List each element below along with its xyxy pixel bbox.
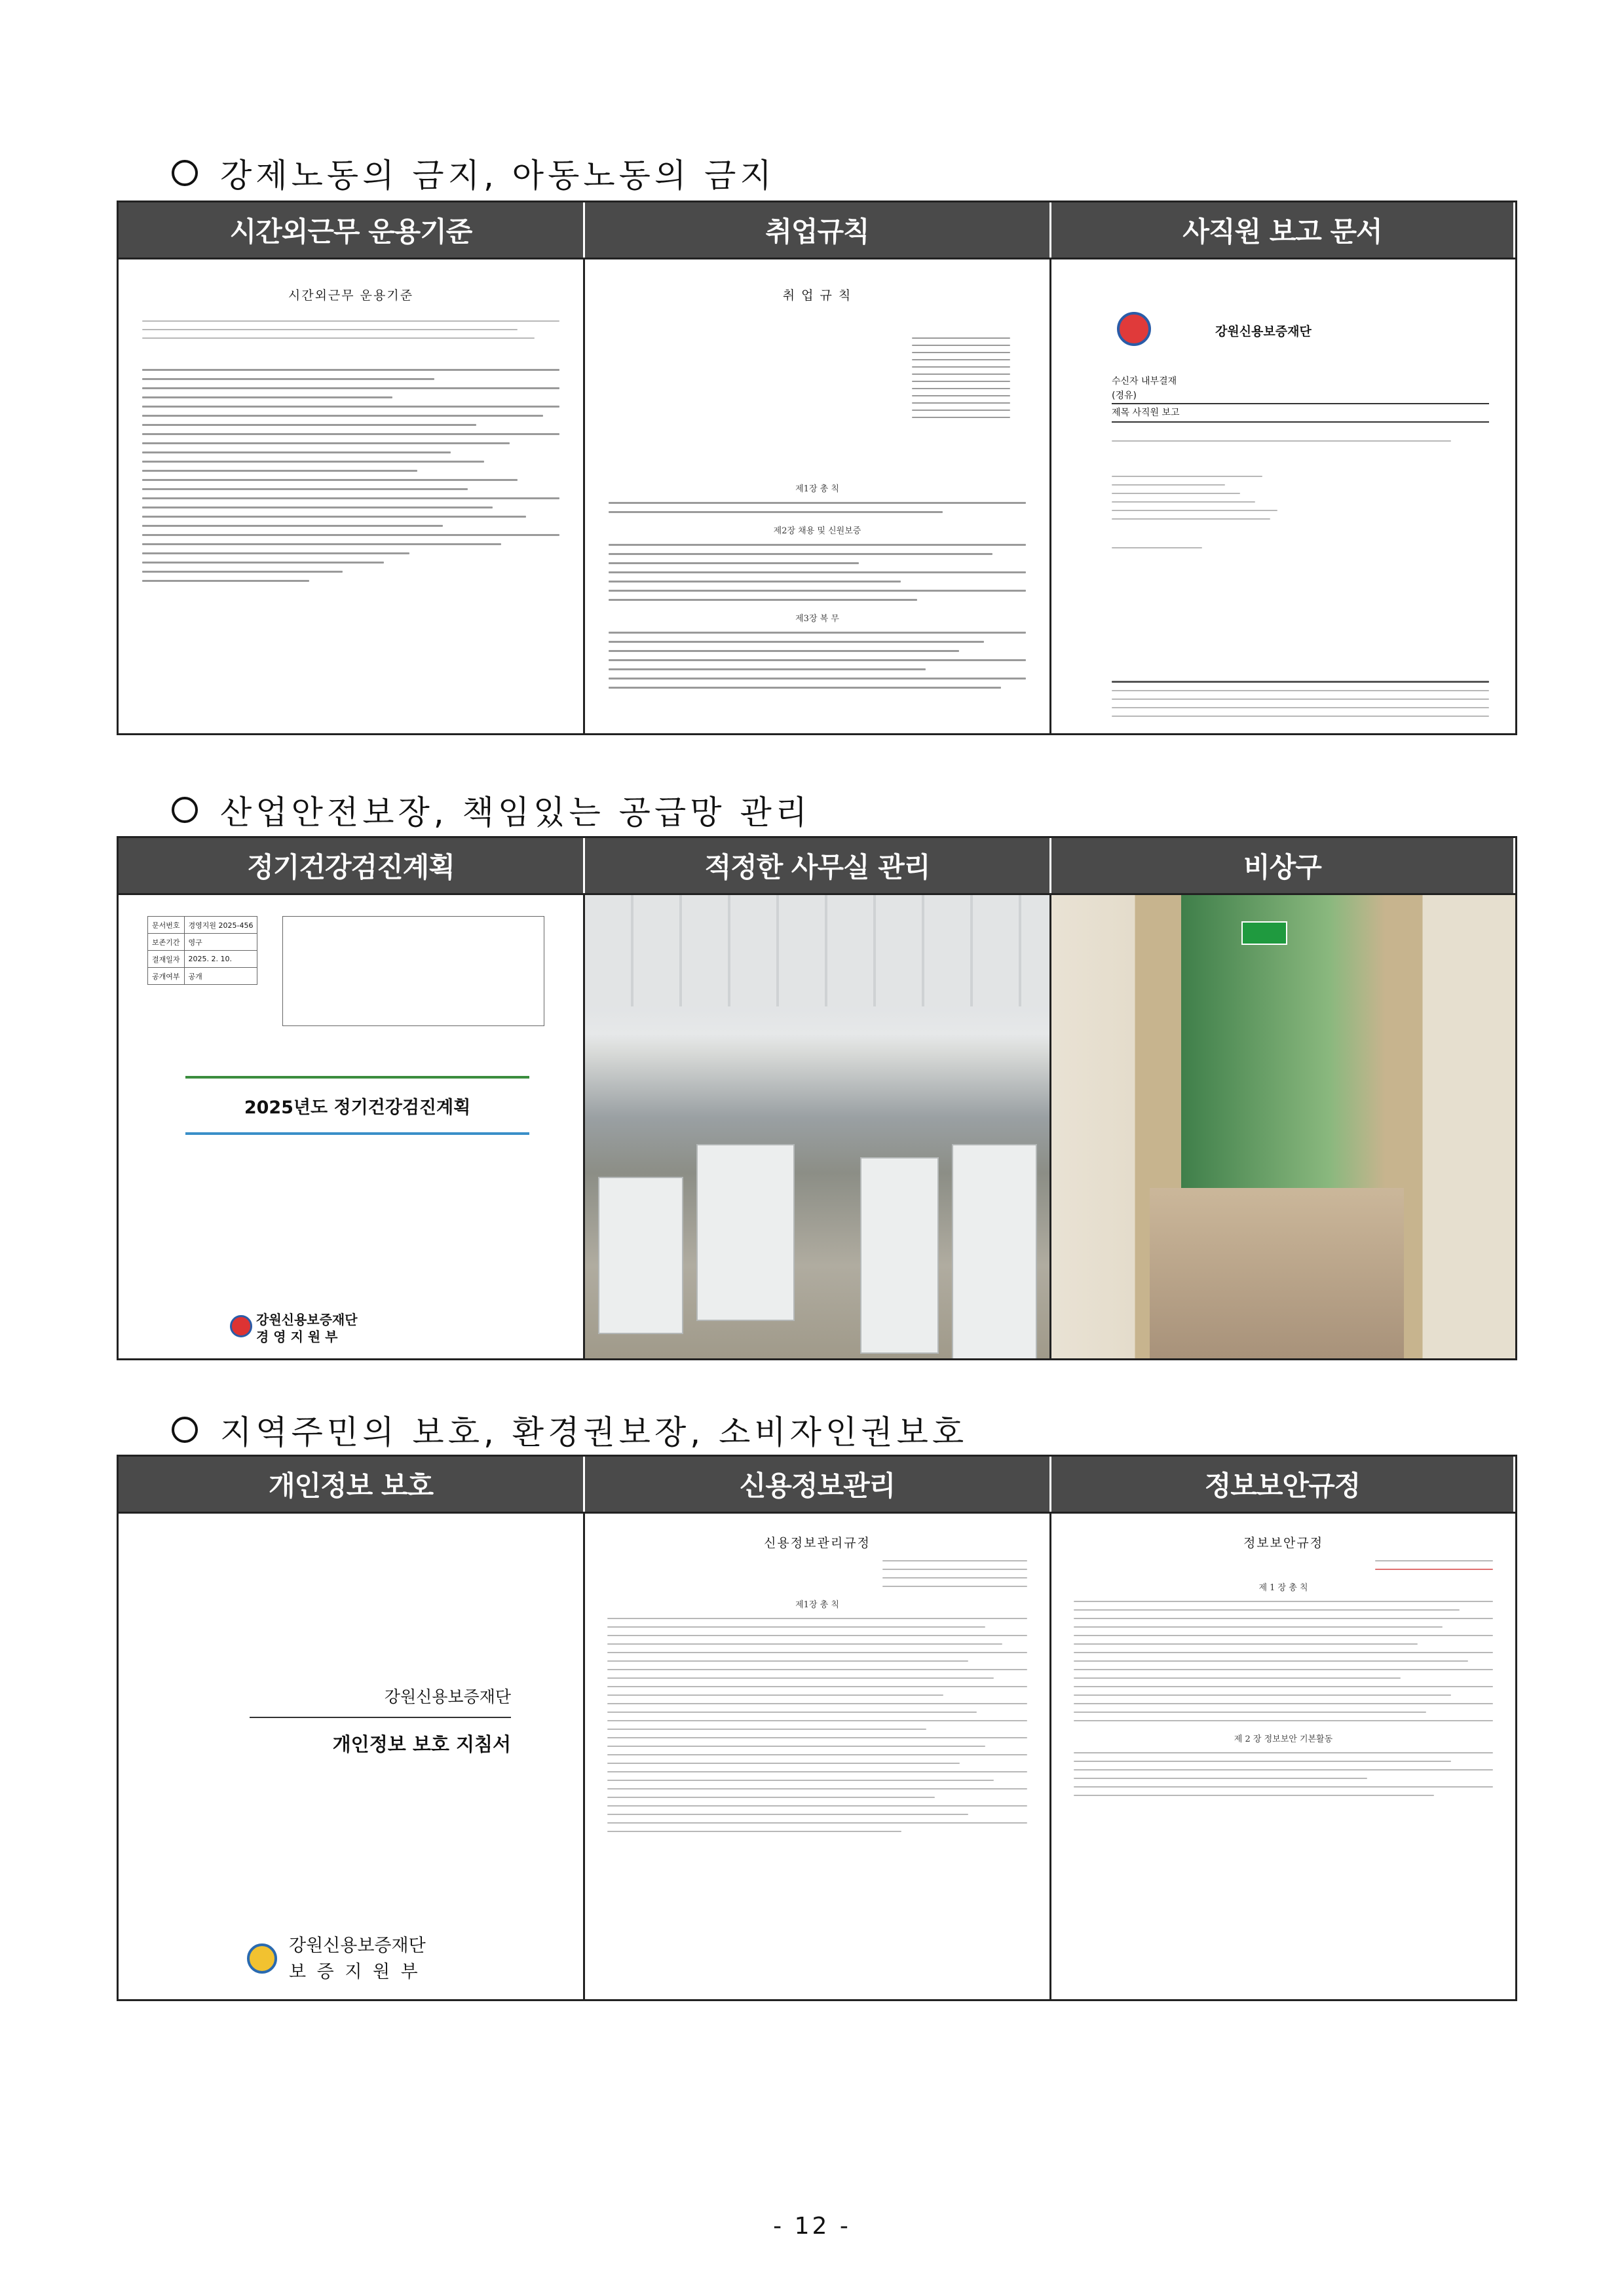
section-title-1 [172, 149, 776, 197]
evidence-table-1 [117, 201, 1517, 735]
section-title-2 [172, 786, 811, 833]
evidence-table-2 [117, 836, 1517, 1360]
foundation-logo-icon [230, 1315, 252, 1337]
column-header: 시간외근무 운용기준 [119, 202, 585, 258]
chapter-heading: 제2장 채용 및 신원보증 [773, 526, 861, 536]
chapter-heading: 제 1 장 총 칙 [1258, 1583, 1308, 1593]
section-title-text: 산업안전보장, 책임있는 공급망 관리 [220, 794, 812, 832]
column-header: 정기건강검진계획 [119, 838, 585, 893]
signature-box [282, 916, 544, 1026]
column-header: 신용정보관리 [585, 1457, 1051, 1512]
circle-bullet-icon [172, 160, 198, 186]
cover-org: 강원신용보증재단 [384, 1687, 511, 1706]
column-header: 정보보안규정 [1051, 1457, 1515, 1512]
column-header: 사직원 보고 문서 [1051, 202, 1515, 258]
column-header: 개인정보 보호 [119, 1457, 585, 1512]
column-header: 취업규칙 [585, 202, 1051, 258]
foundation-logo-icon [247, 1943, 277, 1974]
evidence-table-3 [117, 1455, 1517, 2001]
chapter-heading: 제 2 장 정보보안 기본활동 [1234, 1734, 1333, 1744]
thumb-health-plan [119, 893, 585, 1358]
thumb-security-rules-doc [1051, 1512, 1515, 1999]
plan-footer: 강원신용보증재단 경 영 지 원 부 [256, 1311, 358, 1345]
plan-title: 2025년도 정기건강검진계획 [185, 1076, 529, 1135]
circle-bullet-icon [172, 797, 198, 823]
section-title-3 [172, 1406, 968, 1453]
doc-title: 시간외근무 운용기준 [288, 288, 414, 303]
via-line: (경유) [1112, 391, 1137, 401]
page-number: - 12 - [773, 2213, 851, 2240]
thumb-privacy-cover [119, 1512, 585, 1999]
doc-title: 신용정보관리규정 [764, 1536, 871, 1550]
chapter-heading: 제1장 총 칙 [795, 1600, 839, 1610]
thumb-resignation-doc [1051, 258, 1515, 733]
doc-title: 정보보안규정 [1243, 1536, 1324, 1550]
column-header: 적정한 사무실 관리 [585, 838, 1051, 893]
exit-sign-icon [1241, 921, 1287, 945]
thumb-overtime-doc [119, 258, 585, 733]
column-header: 비상구 [1051, 838, 1515, 893]
chapter-heading: 제1장 총 칙 [795, 484, 839, 494]
subject-line: 제목 사직원 보고 [1112, 403, 1489, 423]
circle-bullet-icon [172, 1417, 198, 1443]
thumb-credit-info-doc [585, 1512, 1051, 1999]
doc-title: 취 업 규 칙 [782, 288, 852, 303]
photo-emergency-exit [1051, 893, 1515, 1358]
thumb-work-rules-doc [585, 258, 1051, 733]
section-title-text: 지역주민의 보호, 환경권보장, 소비자인권보호 [220, 1413, 968, 1451]
cover-footer: 강원신용보증재단 보 증 지 원 부 [289, 1933, 426, 1985]
letter-org-name: 강원신용보증재단 [1215, 324, 1312, 339]
foundation-logo-icon [1117, 312, 1151, 346]
section-title-text: 강제노동의 금지, 아동노동의 금지 [220, 157, 776, 195]
recipient-line: 수신자 내부결재 [1112, 376, 1177, 387]
approval-table: 문서번호 경영지원 2025-456 보존기간 영구 결재일자 2025. 2. 10. 공개여부 공개 [147, 916, 257, 985]
cover-title: 개인정보 보호 지침서 [332, 1733, 511, 1755]
photo-office [585, 893, 1051, 1358]
chapter-heading: 제3장 복 무 [795, 614, 839, 624]
